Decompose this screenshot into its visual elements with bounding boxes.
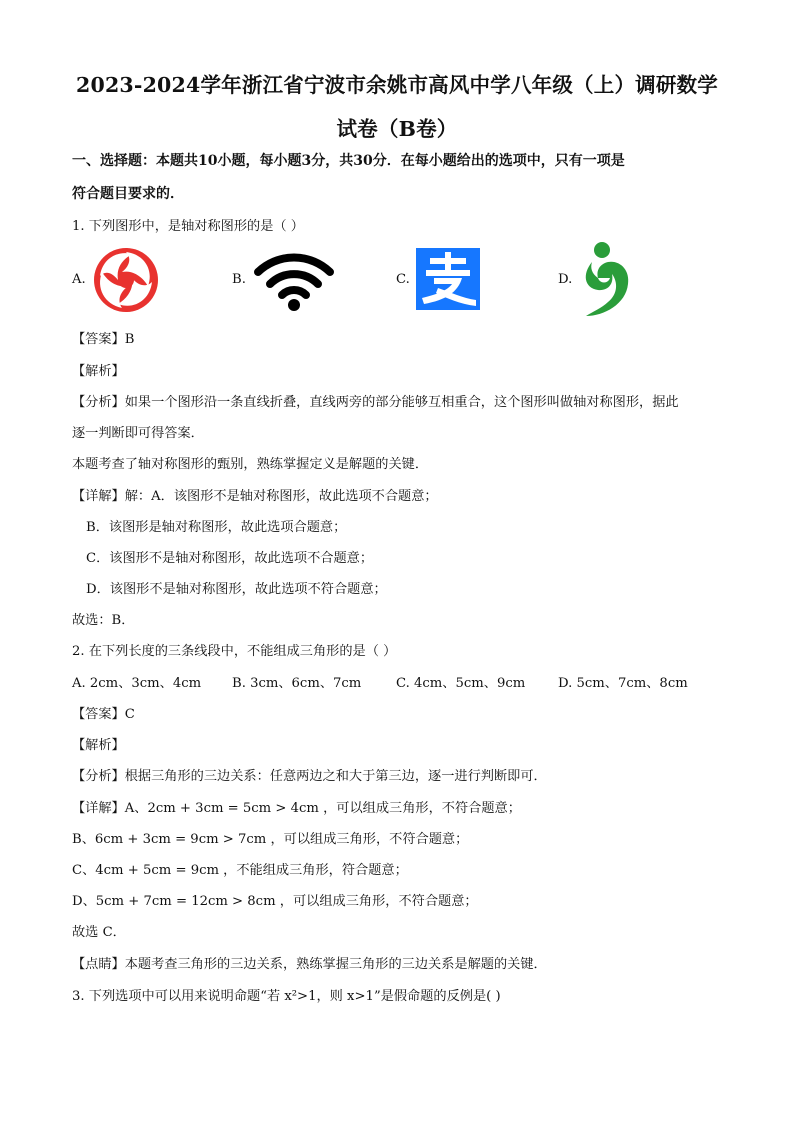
wifi-icon — [254, 250, 334, 312]
page-title-line2: 试卷（B卷） — [336, 117, 458, 141]
q1-option-d-label: D. — [558, 272, 573, 287]
q2-option-c: C. 4cm、5cm、9cm — [396, 676, 526, 691]
q1-fenxi-1: 【分析】如果一个图形沿一条直线折叠，直线两旁的部分能够互相重合，这个图形叫做轴对称图形，据此 — [72, 395, 679, 410]
q1-fenxi-2: 逐一判断即可得答案． — [72, 426, 204, 441]
section-heading-1: 一、选择题：本题共10小题，每小题3分，共30分．在每小题给出的选项中，只有一项是 — [72, 153, 625, 169]
q1-option-b — [232, 240, 342, 320]
q2-answer: 【答案】C — [72, 707, 135, 722]
q2-detail-4: D、5cm + 7cm = 12cm > 8cm ，可以组成三角形，不符合题意； — [72, 894, 478, 909]
q3-stem: 3. 下列选项中可以用来说明命题“若 x²>1，则 x>1”是假命题的反例是( ) — [72, 989, 501, 1004]
q1-stem: 1. 下列图形中，是轴对称图形的是（ ） — [72, 219, 304, 234]
q2-analysis-tag: 【解析】 — [72, 738, 125, 753]
alipay-icon — [416, 248, 480, 310]
q1-option-c-label: C. — [396, 272, 410, 287]
q2-stem: 2. 在下列长度的三条线段中，不能组成三角形的是（ ） — [72, 644, 397, 659]
q2-option-b: B. 3cm、6cm、7cm — [232, 676, 362, 691]
q1-detail-4: D．该图形不是轴对称图形，故此选项不符合题意； — [86, 582, 387, 597]
q2-option-d: D. 5cm、7cm、8cm — [558, 676, 688, 691]
q1-note: 本题考查了轴对称图形的甄别，熟练掌握定义是解题的关键． — [72, 457, 429, 472]
green-figure-logo-icon — [578, 240, 634, 318]
q1-detail-2: B．该图形是轴对称图形，故此选项合题意； — [86, 520, 347, 535]
q1-answer: 【答案】B — [72, 332, 135, 347]
swirl-logo-icon — [92, 246, 160, 314]
q1-conclusion: 故选：B． — [72, 613, 135, 628]
q2-option-a: A. 2cm、3cm、4cm — [72, 676, 202, 691]
q2-detail-2: B、6cm + 3cm = 9cm > 7cm ，可以组成三角形，不符合题意； — [72, 832, 469, 847]
q2-dianjing: 【点睛】本题考查三角形的三边关系，熟练掌握三角形的三边关系是解题的关键． — [72, 957, 547, 972]
q2-detail-1: 【详解】A、2cm + 3cm = 5cm > 4cm ，可以组成三角形，不符合题意； — [72, 801, 521, 816]
q1-detail-3: C．该图形不是轴对称图形，故此选项不合题意； — [86, 551, 374, 566]
q1-option-b-label: B. — [232, 272, 246, 287]
q2-detail-3: C、4cm + 5cm = 9cm ，不能组成三角形，符合题意； — [72, 863, 408, 878]
page-title-line1: 2023-2024学年浙江省宁波市余姚市高风中学八年级（上）调研数学 — [76, 73, 718, 97]
q1-detail-1: 【详解】解：A．该图形不是轴对称图形，故此选项不合题意； — [72, 489, 438, 504]
q1-option-a-label: A. — [72, 272, 86, 287]
section-heading-2: 符合题目要求的． — [72, 186, 184, 202]
q1-option-c — [396, 240, 496, 320]
q1-option-a — [72, 240, 172, 320]
q1-option-d — [558, 240, 658, 320]
q2-conclusion: 故选 C． — [72, 925, 126, 940]
q1-analysis-tag: 【解析】 — [72, 364, 125, 379]
q2-fenxi: 【分析】根据三角形的三边关系：任意两边之和大于第三边，逐一进行判断即可． — [72, 769, 547, 784]
